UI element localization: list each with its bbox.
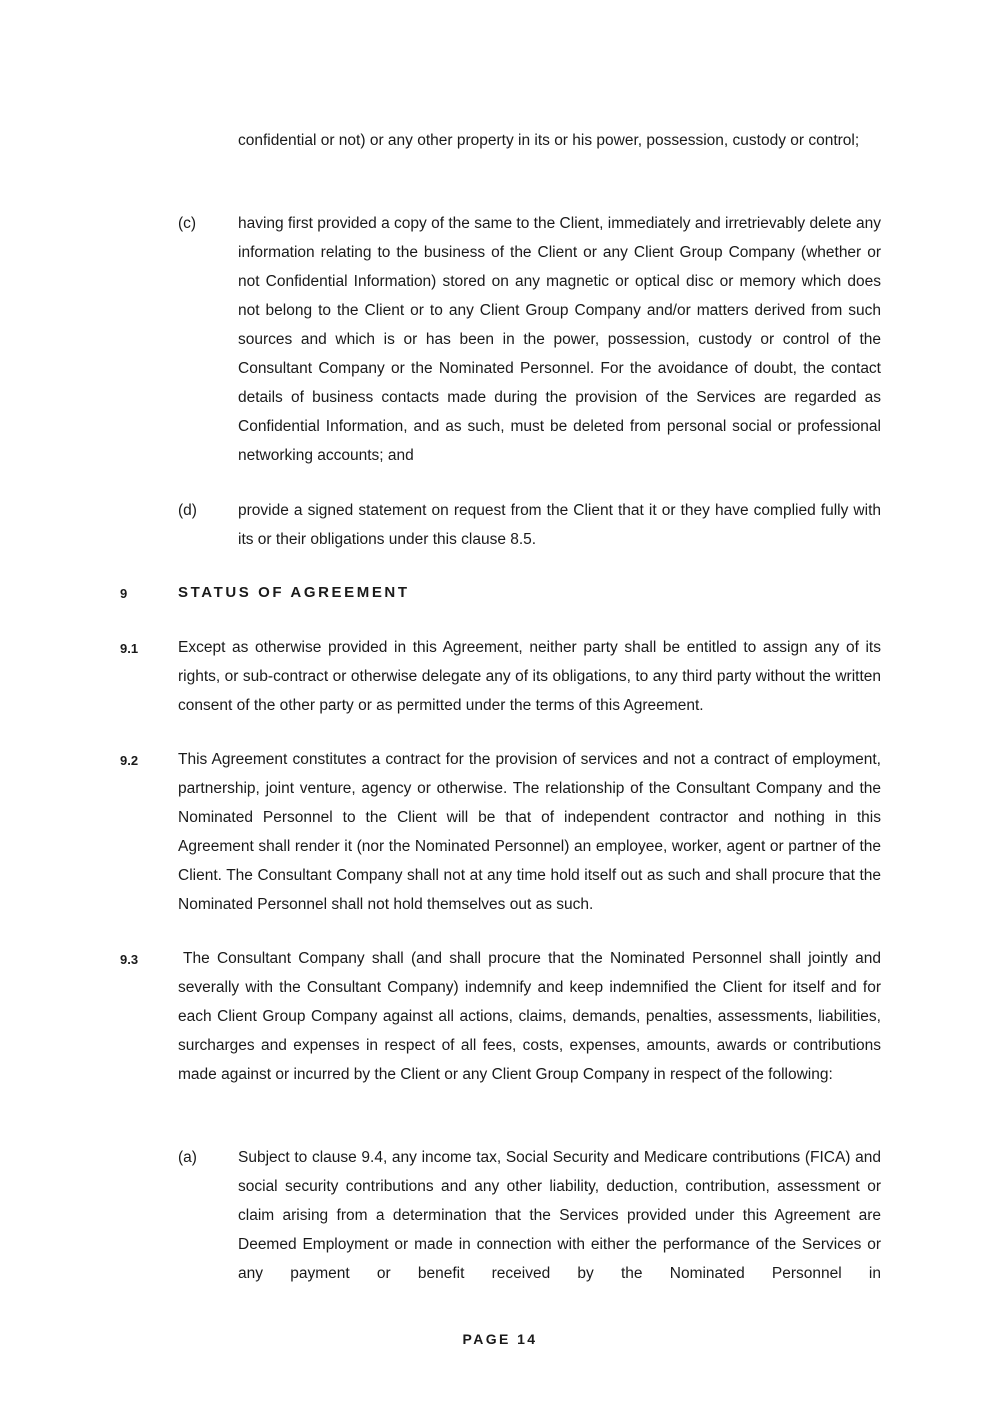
page-number: PAGE 14	[462, 1331, 538, 1347]
section-number: 9	[120, 586, 128, 601]
clause-number-9-2: 9.2	[120, 753, 139, 768]
clause-text-9-1: Except as otherwise provided in this Agreement, neither party shall be entitled to assign any of its rights, or sub-contract or otherwise delegate any of its obligations, to any third party without the written consent of the other party or as permitted under the terms of this Agreement.	[178, 639, 881, 714]
item-text-d: provide a signed statement on request from the Client that it or they have complied fully with its or their obligations under this clause 8.5.	[238, 502, 881, 548]
section-title: STATUS OF AGREEMENT	[178, 584, 410, 601]
clause-number-9-1: 9.1	[120, 641, 139, 656]
continuation-paragraph: confidential or not) or any other property in its or his power, possession, custody or control;	[238, 132, 860, 149]
clause-text-9-2: This Agreement constitutes a contract for the provision of services and not a contract of employment, partnership, joint venture, agency or otherwise. The relationship of the Consultant Company and the Nominated Personnel to the Client will be that of independent contractor and nothing in this Agreement shall render it (nor the Nominated Personnel) an employee, worker, agent or partner of the Client. The Consultant Company shall not at any time hold itself out as such and shall procure that the Nominated Personnel shall not hold themselves out as such.	[178, 751, 881, 913]
item-label-d: (d)	[178, 502, 197, 519]
clause-text-9-3: The Consultant Company shall (and shall procure that the Nominated Personnel shall jointly and severally with the Consultant Company) indemnify and keep indemnified the Client for itself and for each Client Group Company against all actions, claims, demands, penalties, assessments, liabilities, surcharges and expenses in respect of all fees, costs, expenses, amounts, awards or contributions made against or incurred by the Client or any Client Group Company in respect of the following:	[178, 950, 881, 1083]
item-label-c: (c)	[178, 215, 197, 232]
item-text-a: Subject to clause 9.4, any income tax, Social Security and Medicare contributions (FICA) and social security contributions and any other liability, deduction, contribution, assessment or claim arising from a determination that the Services provided under this Agreement are Deemed Employment or made in connection with either the performance of the Services or any payment or benefit received by the Nominated Personnel in	[238, 1149, 881, 1282]
item-label-a: (a)	[178, 1149, 197, 1166]
clause-number-9-3: 9.3	[120, 952, 139, 967]
item-text-c: having first provided a copy of the same to the Client, immediately and irretrievably delete any information relating to the business of the Client or any Client Group Company (whether or not Confidential Information) stored on any magnetic or optical disc or memory which does not belong to the Client or to any Client Group Company and/or matters derived from such sources and which is or has been in the power, possession, custody or control of the Consultant Company or the Nominated Personnel. For the avoidance of doubt, the contact details of business contacts made during the provision of the Services are regarded as Confidential Information, and as such, must be deleted from personal social or professional networking accounts; and	[238, 215, 881, 464]
